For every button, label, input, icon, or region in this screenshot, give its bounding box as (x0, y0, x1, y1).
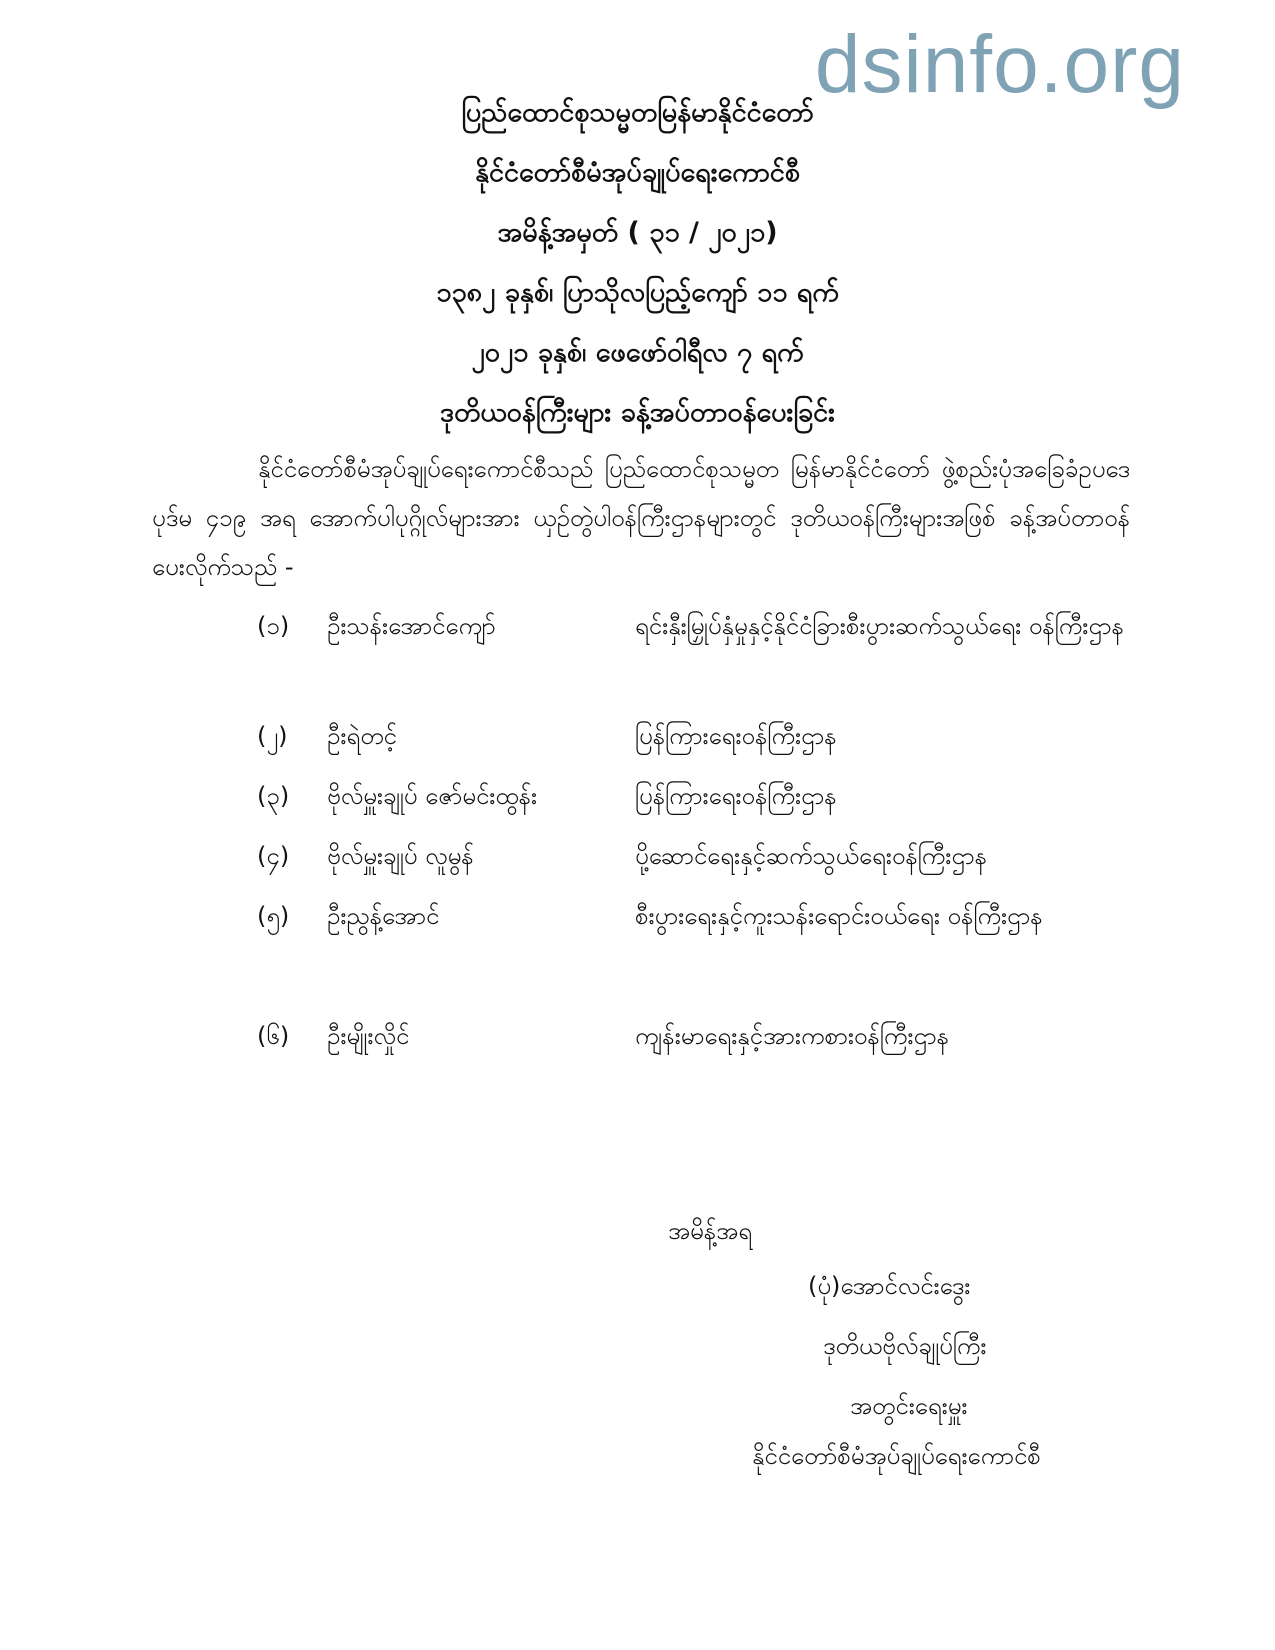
assignment-ministry: ပို့ဆောင်ရေးနှင့်ဆက်သွယ်ရေးဝန်ကြီးဌာန (635, 842, 987, 870)
assignment-name: ဦးမျိုးလှိုင် (327, 1022, 410, 1050)
signature-by-order: အမိန့်အရ (668, 1217, 752, 1245)
assignment-ministry: ရင်းနှီးမြှုပ်နှံမှုနှင့်နိုင်ငံခြားစီးပွားဆက်သွယ်ရေး ဝန်ကြီးဌာန (635, 612, 1124, 640)
assignment-number: (၃) (257, 782, 290, 810)
signature-organization: နိုင်ငံတော်စီမံအုပ်ချုပ်ရေးကောင်စီ (752, 1442, 1041, 1470)
signature-rank: ဒုတိယဗိုလ်ချုပ်ကြီး (823, 1332, 987, 1360)
assignment-number: (၅) (257, 902, 290, 930)
assignment-number: (၁) (257, 612, 290, 640)
assignment-ministry: ကျန်းမာရေးနှင့်အားကစားဝန်ကြီးဌာန (635, 1022, 950, 1050)
assignment-name: ဦးရဲတင့် (327, 722, 397, 750)
assignment-number: (၄) (257, 842, 290, 870)
heading-country: ပြည်ထောင်စုသမ္မတမြန်မာနိုင်ငံတော် (461, 97, 814, 128)
signature-position: အတွင်းရေးမှူး (850, 1392, 968, 1420)
assignment-name: ဗိုလ်မှူးချုပ် လူမွန် (327, 842, 474, 870)
assignment-ministry: စီးပွားရေးနှင့်ကူးသန်းရောင်းဝယ်ရေး ဝန်ကြီးဌာန (635, 902, 1043, 930)
assignment-number: (၆) (257, 1022, 290, 1050)
assignment-ministry: ပြန်ကြားရေးဝန်ကြီးဌာန (635, 722, 837, 750)
assignment-name: ဦးညွန့်အောင် (327, 902, 440, 930)
heading-myanmar-date: ၁၃၈၂ ခုနှစ်၊ ပြာသိုလပြည့်ကျော် ၁၁ ရက် (436, 277, 839, 308)
assignment-name: ဦးသန်းအောင်ကျော် (327, 612, 496, 640)
assignment-ministry: ပြန်ကြားရေးဝန်ကြီးဌာန (635, 782, 837, 810)
assignment-name: ဗိုလ်မှူးချုပ် ဇော်မင်းထွန်း (327, 782, 538, 810)
heading-subject: ဒုတိယဝန်ကြီးများ ခန့်အပ်တာဝန်ပေးခြင်း (440, 397, 835, 428)
body-paragraph: နိုင်ငံတော်စီမံအုပ်ချုပ်ရေးကောင်စီသည် ပြည်ထောင်စုသမ္မတ မြန်မာနိုင်ငံတော် ဖွဲ့စည်းပုံအခြေခံဥပဒေပုဒ်မ ၄၁၉ အရ အောက်ပါပုဂ္ဂိုလ်များအား ယှဉ်တွဲပါဝန်ကြီးဌာနများတွင် ဒုတိယဝန်ကြီးများအဖြစ် ခန့်အပ်တာဝန်ပေးလိုက်သည် - (152, 455, 1130, 581)
heading-gregorian-date: ၂၀၂၁ ခုနှစ်၊ ဖေဖော်ဝါရီလ ၇ ရက် (471, 337, 804, 368)
watermark-logo: dsinfo.org (814, 19, 1185, 110)
signature-name: (ပုံ)အောင်လင်းဒွေး (808, 1272, 971, 1300)
heading-council: နိုင်ငံတော်စီမံအုပ်ချုပ်ရေးကောင်စီ (475, 157, 800, 188)
assignment-number: (၂) (257, 722, 288, 750)
heading-order-number: အမိန့်အမှတ် ( ၃၁ / ၂၀၂၁) (497, 217, 778, 248)
